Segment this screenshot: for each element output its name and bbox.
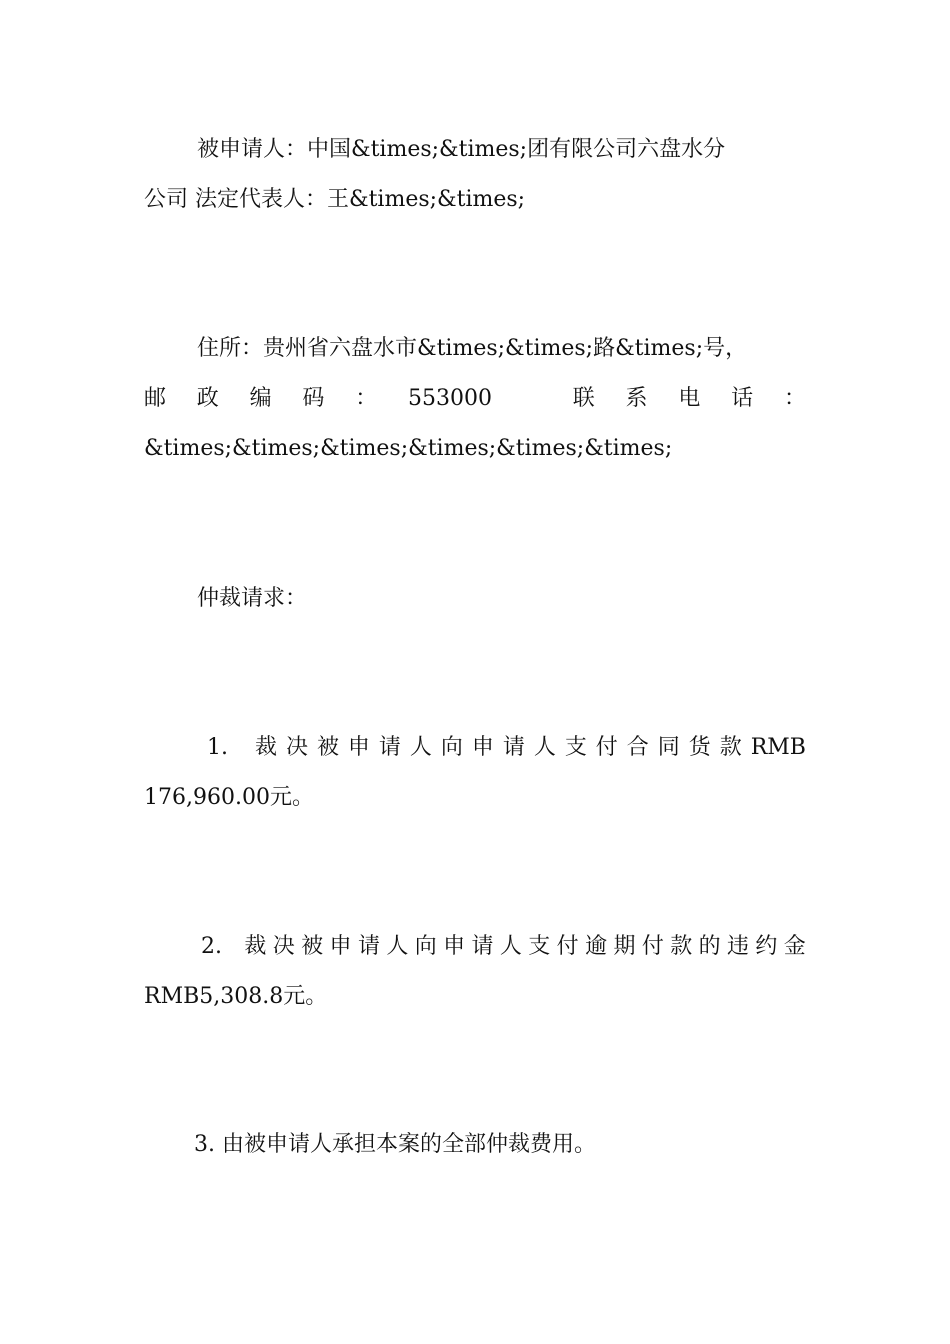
- claim-3-line-1: 3. 由被申请人承担本案的全部仲裁费用。: [194, 1132, 596, 1157]
- address-char: 编: [249, 386, 272, 411]
- claim-char: 请: [502, 735, 525, 760]
- claim-char: 向: [440, 735, 463, 760]
- claim-1-line-2: 176,960.00元。: [144, 785, 314, 810]
- claim-char: 被: [316, 735, 339, 760]
- claim-char: 决: [285, 735, 308, 760]
- respondent-line-2: 公司 法定代表人：王&times;&times;: [144, 187, 526, 212]
- claim-char: 人: [386, 934, 409, 959]
- address-char: 邮: [144, 386, 167, 411]
- claim-char: 裁: [244, 934, 267, 959]
- address-line-1: 住所：贵州省六盘水市&times;&times;路&times;号，: [197, 336, 748, 361]
- claim-char: 违: [727, 934, 750, 959]
- address-line-2: [144, 384, 806, 414]
- address-char: 系: [625, 386, 648, 411]
- claim-char: 付: [556, 934, 579, 959]
- claim-char: 申: [443, 934, 466, 959]
- claim-char: 期: [613, 934, 636, 959]
- claim-2-line-1: [201, 932, 806, 962]
- claim-char: 请: [378, 735, 401, 760]
- postal-code: 553000: [407, 386, 492, 411]
- address-char: ：: [355, 386, 378, 411]
- claim-char: 请: [357, 934, 380, 959]
- claim-char: 人: [499, 934, 522, 959]
- claim-currency: RMB: [750, 735, 806, 760]
- claim-char: 向: [414, 934, 437, 959]
- claim-char: 金: [783, 934, 806, 959]
- claim-char: 支: [528, 934, 551, 959]
- respondent-line-1: 被申请人：中国&times;&times;团有限公司六盘水分: [197, 137, 726, 162]
- claim-number: 2.: [201, 934, 222, 959]
- claim-char: 的: [698, 934, 721, 959]
- claim-char: 款: [719, 735, 742, 760]
- claim-char: 人: [533, 735, 556, 760]
- claim-char: 同: [657, 735, 680, 760]
- claim-number: 1.: [207, 735, 228, 760]
- address-line-3: &times;&times;&times;&times;&times;&times;: [144, 436, 673, 461]
- claim-char: 款: [670, 934, 693, 959]
- address-char: 话: [731, 386, 754, 411]
- claim-char: 付: [641, 934, 664, 959]
- claim-char: 货: [688, 735, 711, 760]
- claim-char: 裁: [254, 735, 277, 760]
- claim-char: 申: [471, 735, 494, 760]
- address-char: 电: [678, 386, 701, 411]
- claim-char: 支: [564, 735, 587, 760]
- claim-char: 人: [409, 735, 432, 760]
- claim-char: 被: [301, 934, 324, 959]
- claim-char: 逾: [585, 934, 608, 959]
- claim-char: 申: [329, 934, 352, 959]
- claim-char: 约: [755, 934, 778, 959]
- claim-char: 请: [471, 934, 494, 959]
- address-char: 联: [572, 386, 595, 411]
- address-char: 政: [196, 386, 219, 411]
- address-char: ：: [783, 386, 806, 411]
- claim-char: 付: [595, 735, 618, 760]
- claims-heading: 仲裁请求：: [197, 586, 308, 611]
- claim-1-line-1: [207, 733, 806, 763]
- claim-char: 申: [347, 735, 370, 760]
- claim-char: 决: [272, 934, 295, 959]
- claim-char: 合: [626, 735, 649, 760]
- address-char: 码: [302, 386, 325, 411]
- claim-2-line-2: RMB5,308.8元。: [144, 984, 328, 1009]
